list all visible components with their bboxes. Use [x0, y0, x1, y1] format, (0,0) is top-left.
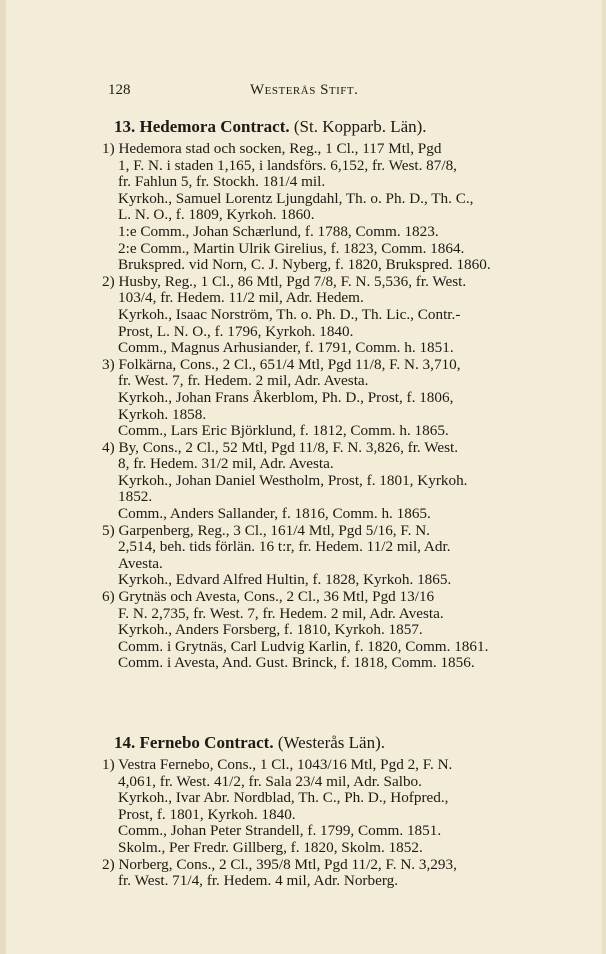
- text-line: Prost, f. 1801, Kyrkoh. 1840.: [118, 805, 296, 823]
- text-line: Kyrkoh., Johan Daniel Westholm, Prost, f. 1801, Kyrkoh.: [118, 471, 468, 489]
- section-14: [100, 733, 570, 890]
- text-line: Avesta.: [118, 554, 163, 572]
- text-line: 4) By, Cons., 2 Cl., 52 Mtl, Pgd 11/8, F. N. 3,826, fr. West.: [102, 438, 459, 456]
- text-line: Kyrkoh., Ivar Abr. Nordblad, Th. C., Ph. D., Hofpred.,: [118, 789, 449, 807]
- text-line: 6) Grytnäs och Avesta, Cons., 2 Cl., 36 Mtl, Pgd 13/16: [102, 588, 435, 606]
- section-13: [100, 117, 570, 672]
- text-line: Kyrkoh., Edvard Alfred Hultin, f. 1828, Kyrkoh. 1865.: [118, 571, 452, 589]
- page-number: 128: [108, 82, 131, 98]
- text-line: Comm., Magnus Arhusiander, f. 1791, Comm. h. 1851.: [118, 339, 454, 357]
- text-line: Brukspred. vid Norn, C. J. Nyberg, f. 1820, Brukspred. 1860.: [118, 256, 491, 274]
- text-line: Comm., Lars Eric Björklund, f. 1812, Comm. h. 1865.: [118, 422, 449, 440]
- text-line: 2) Husby, Reg., 1 Cl., 86 Mtl, Pgd 7/8, F. N. 5,536, fr. West.: [102, 272, 467, 290]
- text-line: 3) Folkärna, Cons., 2 Cl., 651/4 Mtl, Pgd 11/8, F. N. 3,710,: [102, 355, 461, 373]
- text-line: Kyrkoh., Samuel Lorentz Ljungdahl, Th. o. Ph. D., Th. C.,: [118, 189, 474, 207]
- text-line: L. N. O., f. 1809, Kyrkoh. 1860.: [118, 206, 315, 224]
- text-line: Kyrkoh., Johan Frans Åkerblom, Ph. D., Prost, f. 1806,: [118, 388, 454, 406]
- text-line: Kyrkoh., Isaac Norström, Th. o. Ph. D., Th. Lic., Contr.-: [118, 305, 461, 323]
- text-line: Comm. i Grytnäs, Carl Ludvig Karlin, f. 1820, Comm. 1861.: [118, 637, 489, 655]
- text-line: Kyrkoh., Anders Forsberg, f. 1810, Kyrkoh. 1857.: [118, 621, 423, 639]
- text-line: 1852.: [118, 488, 153, 506]
- text-line: fr. Fahlun 5, fr. Stockh. 181/4 mil.: [118, 173, 326, 191]
- text-line: 1) Hedemora stad och socken, Reg., 1 Cl., 117 Mtl, Pgd: [102, 140, 442, 157]
- section-number: 14.: [114, 733, 136, 752]
- text-line: fr. West. 71/4, fr. Hedem. 4 mil, Adr. Norberg.: [118, 872, 398, 890]
- text-line: 8, fr. Hedem. 31/2 mil, Adr. Avesta.: [118, 455, 334, 473]
- section-region: (Westerås Län).: [277, 733, 386, 752]
- text-line: 1:e Comm., Johan Schærlund, f. 1788, Comm. 1823.: [118, 222, 439, 240]
- section-number: 13.: [114, 117, 136, 136]
- section-title: [100, 733, 570, 753]
- text-line: 4,061, fr. West. 41/2, fr. Sala 23/4 mil, Adr. Salbo.: [118, 772, 422, 790]
- text-line: 2:e Comm., Martin Ulrik Girelius, f. 1823, Comm. 1864.: [118, 239, 465, 257]
- text-line: Kyrkoh. 1858.: [118, 405, 207, 423]
- section-name: Fernebo Contract.: [139, 733, 274, 752]
- section-name: Hedemora Contract.: [139, 117, 290, 136]
- text-line: Comm. i Avesta, And. Gust. Brinck, f. 1818, Comm. 1856.: [118, 654, 475, 672]
- text-line: 103/4, fr. Hedem. 11/2 mil, Adr. Hedem.: [118, 289, 364, 307]
- text-line: 1) Vestra Fernebo, Cons., 1 Cl., 1043/16 Mtl, Pgd 2, F. N.: [102, 756, 453, 773]
- text-line: 2,514, beh. tids förlän. 16 t:r, fr. Hedem. 11/2 mil, Adr.: [118, 538, 451, 556]
- text-line: 2) Norberg, Cons., 2 Cl., 395/8 Mtl, Pgd 11/2, F. N. 3,293,: [102, 855, 457, 873]
- text-line: 1, F. N. i staden 1,165, i landsförs. 6,152, fr. West. 87/8,: [118, 156, 457, 174]
- text-line: Skolm., Per Fredr. Gillberg, f. 1820, Skolm. 1852.: [118, 838, 423, 856]
- running-head: Westerås Stift.: [250, 82, 359, 98]
- text-line: Comm., Johan Peter Strandell, f. 1799, Comm. 1851.: [118, 822, 442, 840]
- text-line: Comm., Anders Sallander, f. 1816, Comm. h. 1865.: [118, 505, 431, 523]
- section-region: (St. Kopparb. Län).: [293, 117, 427, 136]
- text-line: 5) Garpenberg, Reg., 3 Cl., 161/4 Mtl, Pgd 5/16, F. N.: [102, 521, 430, 539]
- text-line: fr. West. 7, fr. Hedem. 2 mil, Adr. Avesta.: [118, 372, 369, 390]
- section-title: [100, 117, 570, 137]
- text-line: Prost, L. N. O., f. 1796, Kyrkoh. 1840.: [118, 322, 354, 340]
- text-line: F. N. 2,735, fr. West. 7, fr. Hedem. 2 mil, Adr. Avesta.: [118, 604, 444, 622]
